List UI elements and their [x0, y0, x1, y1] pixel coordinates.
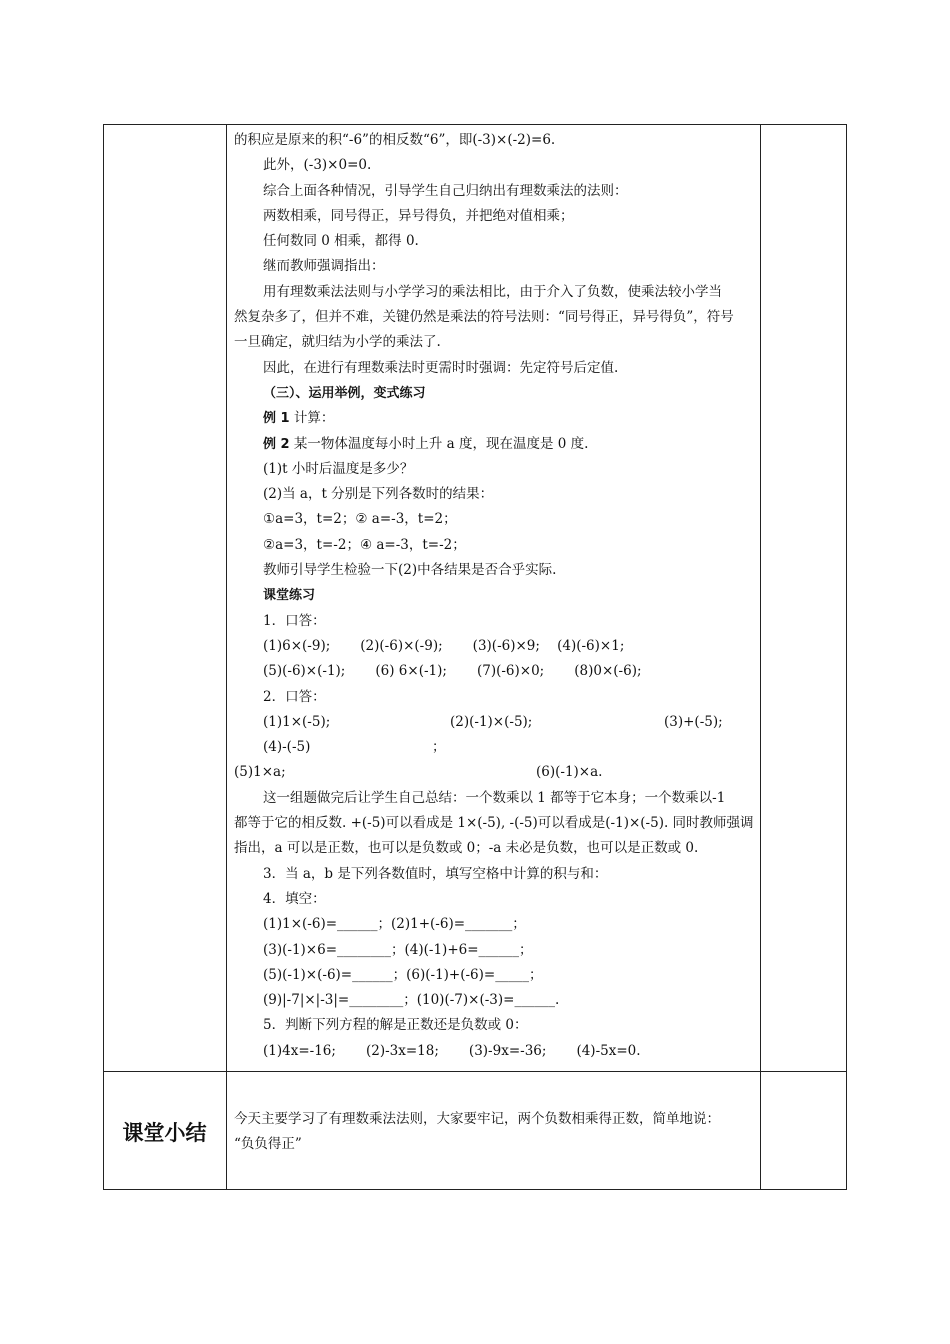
- text-line: 5．判断下列方程的解是正数还是负数或 0：: [263, 1017, 528, 1034]
- example-1-label: 例 1: [263, 411, 290, 427]
- text-line: 此外，(-3)×0=0.: [263, 157, 372, 174]
- text-line: (5)(-1)×(-6)=______；(6)(-1)+(-6)=_____；: [263, 966, 543, 983]
- example-2: [234, 432, 754, 457]
- text-line: 教师引导学生检验一下(2)中各结果是否合乎实际.: [263, 562, 557, 579]
- text-line: 继而教师强调指出：: [263, 258, 385, 275]
- text-line: (1)4x=-16; (2)-3x=18; (3)-9x=-36; (4)-5x=0.: [263, 1042, 641, 1059]
- example-2-label: 例 2: [263, 436, 290, 452]
- text-line: (1)t 小时后温度是多少？: [263, 460, 414, 477]
- text-line: 综合上面各种情况，引导学生自己归纳出有理数乘法的法则：: [263, 182, 628, 199]
- text-line: 这一组题做完后让学生自己总结：一个数乘以 1 都等于它本身；一个数乘以-1: [263, 789, 726, 806]
- text-line: 1．口答：: [263, 612, 326, 629]
- summary-title: 课堂小结: [122, 1120, 207, 1145]
- exercise-row: [234, 735, 754, 760]
- text-line: 都等于它的相反数. +(-5)可以看成是 1×(-5), -(-5)可以看成是(-1)×(-5). 同时教师强调: [234, 815, 754, 832]
- example-1: [234, 406, 754, 431]
- lesson-content: [234, 128, 754, 1064]
- text-line: (9)|-7|×|-3|=________；(10)(-7)×(-3)=______.: [263, 992, 560, 1009]
- text-line: 因此，在进行有理数乘法时更需时时强调：先定符号后定值.: [263, 359, 619, 376]
- text-line: (5)(-6)×(-1); (6) 6×(-1); (7)(-6)×0; (8)0×(-6);: [263, 663, 642, 680]
- summary-line-1: 今天主要学习了有理数乘法法则，大家要牢记，两个负数相乘得正数，简单地说：: [234, 1111, 720, 1127]
- section-heading: （三）、运用举例，变式练习: [263, 385, 426, 401]
- text-line: 用有理数乘法法则与小学学习的乘法相比，由于介入了负数，使乘法较小学当: [263, 283, 722, 300]
- text-line: (1)1×(-6)=______；(2)1+(-6)=_______；: [263, 916, 526, 933]
- exercise-item: (1)1×(-5);: [263, 713, 331, 730]
- summary-line-2: “负负得正”: [234, 1136, 302, 1152]
- text-line: 然复杂多了，但并不难，关键仍然是乘法的符号法则：“同号得正，异号得负”，符号: [234, 309, 734, 326]
- exercise-item: (6)(-1)×a.: [536, 764, 603, 781]
- exercise-item: (5)1×a;: [234, 764, 286, 781]
- text-line: ①a=3，t=2；② a=-3，t=2；: [263, 511, 457, 528]
- text-line: 两数相乘，同号得正，异号得负，并把绝对值相乘；: [263, 207, 574, 224]
- text-line: 3．当 a，b 是下列各数值时，填写空格中计算的积与和：: [263, 865, 608, 882]
- text-line: (2)当 a，t 分别是下列各数时的结果：: [263, 486, 494, 503]
- exercise-row: [234, 710, 754, 735]
- text-line: 2．口答：: [263, 688, 326, 705]
- exercise-item: (4)-(-5): [263, 739, 311, 756]
- exercise-item: (2)(-1)×(-5);: [450, 713, 533, 730]
- row-divider: [103, 1071, 847, 1072]
- example-2-text: 某一物体温度每小时上升 a 度，现在温度是 0 度.: [293, 435, 589, 452]
- text-line: ②a=3，t=-2；④ a=-3，t=-2；: [263, 536, 466, 553]
- exercise-item: (3)+(-5);: [664, 713, 723, 730]
- text-line: 4．填空：: [263, 890, 326, 907]
- text-line: 任何数同 0 相乘，都得 0.: [263, 233, 419, 250]
- exercise-row: [234, 760, 754, 785]
- text-line: 的积应是原来的积“-6”的相反数“6”，即(-3)×(-2)=6.: [234, 132, 556, 148]
- text-line: 一旦确定，就归结为小学的乘法了.: [234, 334, 441, 351]
- column-divider-left: [226, 124, 227, 1190]
- text-line: (1)6×(-9); (2)(-6)×(-9); (3)(-6)×9; (4)(-6)×1;: [263, 637, 625, 654]
- example-1-text: 计算：: [293, 410, 335, 427]
- exercise-separator: ；: [432, 739, 446, 756]
- text-line: (3)(-1)×6=________；(4)(-1)+6=______；: [263, 941, 533, 958]
- column-divider-right: [760, 124, 761, 1190]
- summary-text: [234, 1107, 754, 1157]
- practice-heading: 课堂练习: [263, 588, 316, 604]
- text-line: 指出，a 可以是正数，也可以是负数或 0；-a 未必是负数，也可以是正数或 0.: [234, 840, 699, 857]
